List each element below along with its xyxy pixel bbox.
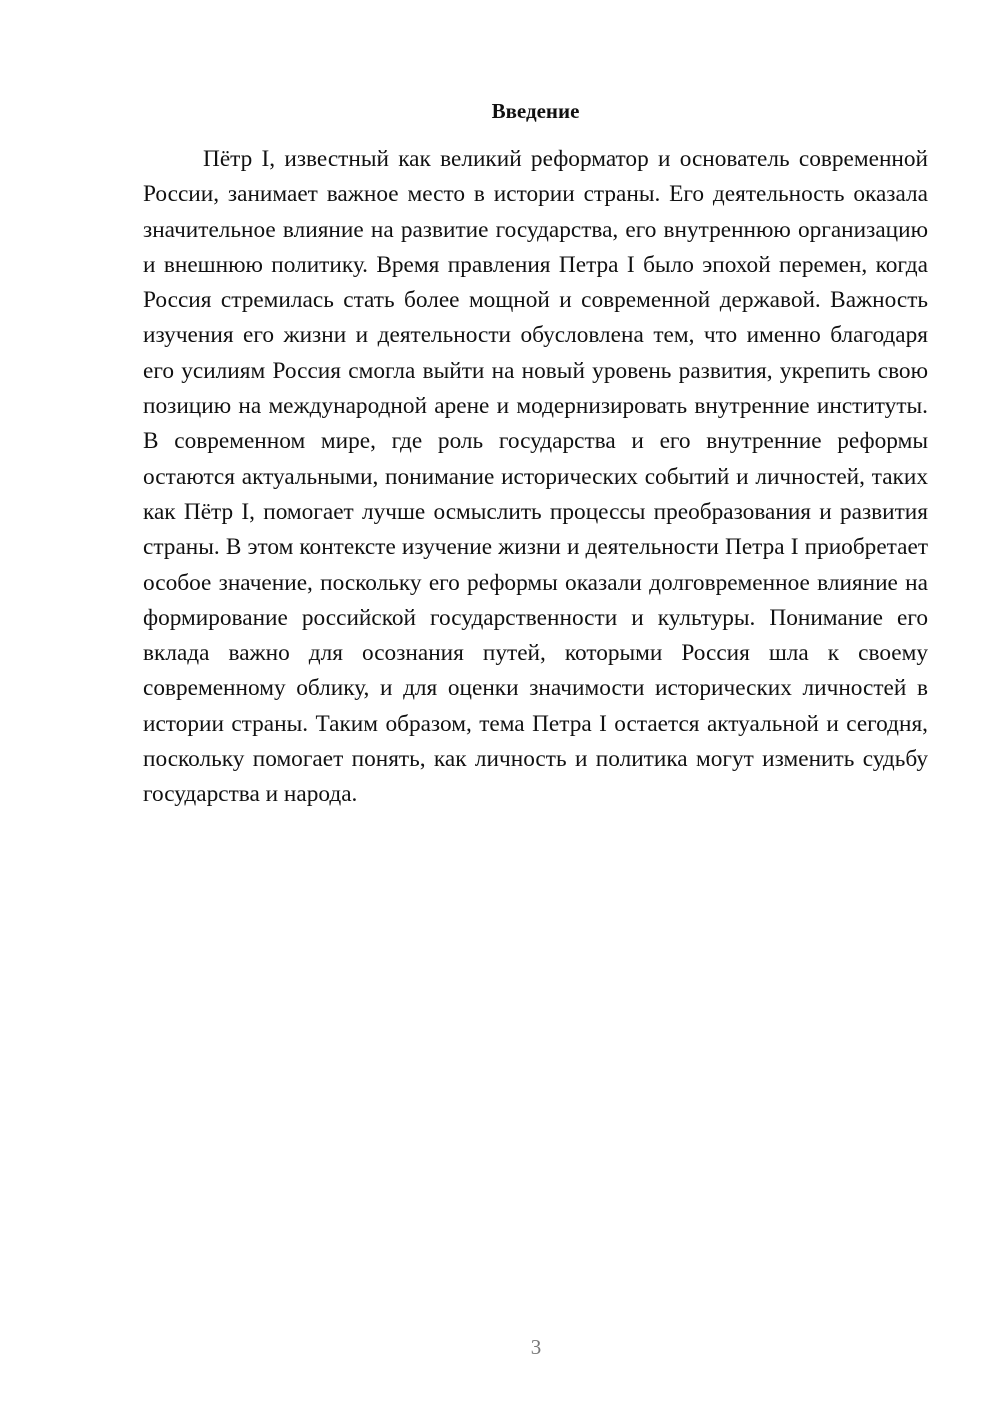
body-paragraph: Пётр I, известный как великий реформатор и основатель современной России, занимает важное место в истории страны. Его деятельность оказала значительное влияние на развитие государства, его внутреннюю организацию и внешнюю политику. Время правления Петра I было эпохой перемен, когда Россия стремилась стать более мощной и современной державой. Важность изучения его жизни и деятельности обусловлена тем, что именно благодаря его усилиям Россия смогла выйти на новый уровень развития, укрепить свою позицию на международной арене и модернизировать внутренние институты. В современном мире, где роль государства и его внутренние реформы остаются актуальными, понимание исторических событий и личностей, таких как Пётр I, помогает лучше осмыслить процессы преобразования и развития страны. В этом контексте изучение жизни и деятельности Петра I приобретает особое значение, поскольку его реформы оказали долговременное влияние на формирование российской государственности и культуры. Понимание его вклада важно для осознания путей, которыми Россия шла к своему современному облику, и для оценки значимости исторических личностей в истории страны. Таким образом, тема Петра I остается актуальной и сегодня, поскольку помогает понять, как личность и политика могут изменить судьбу государства и народа.	[143, 146, 928, 808]
page-number: 3	[530, 1335, 542, 1359]
section-heading: Введение	[491, 99, 580, 123]
